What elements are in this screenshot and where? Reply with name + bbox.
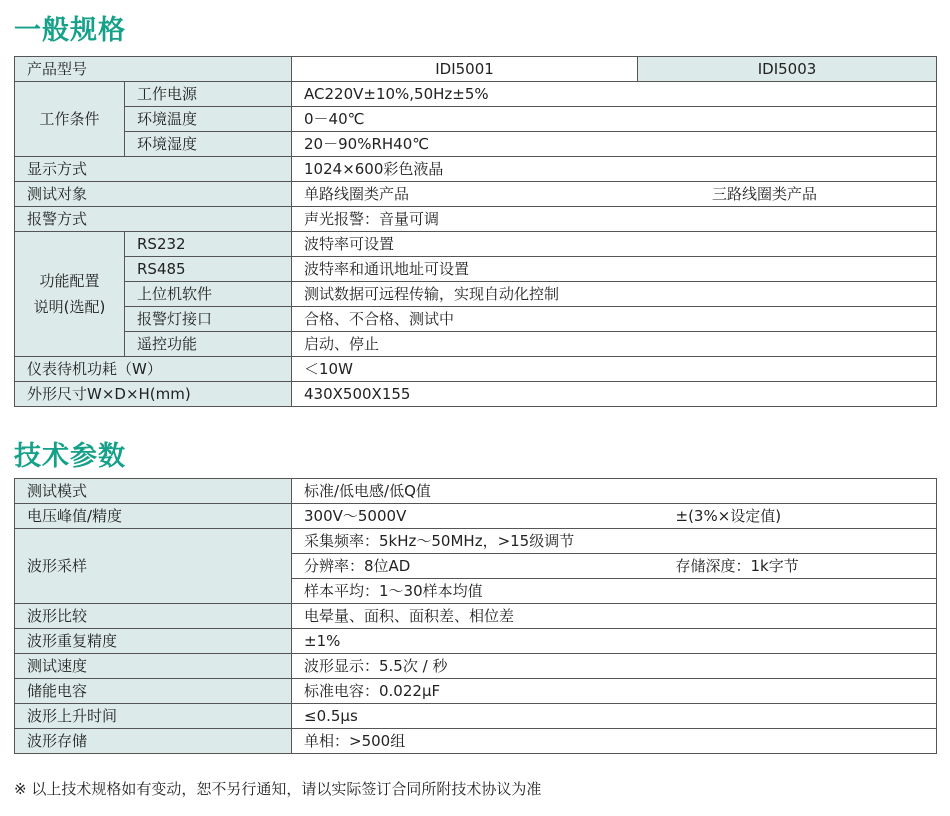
rs485-label: RS485 xyxy=(125,257,292,282)
table-row xyxy=(15,57,937,82)
power-value: AC220V±10%,50Hz±5% xyxy=(292,82,937,107)
table-row xyxy=(15,604,937,629)
tech-params-title: 技术参数 xyxy=(14,441,126,472)
table-row xyxy=(15,654,937,679)
table-row xyxy=(15,82,937,107)
rs232-label: RS232 xyxy=(125,232,292,257)
sample-average-value: 样本平均：1～30样本均值 xyxy=(292,579,937,604)
table-row xyxy=(15,629,937,654)
repeat-accuracy-label: 波形重复精度 xyxy=(15,629,292,654)
storage-depth-value: 存储深度：1k字节 xyxy=(656,554,937,579)
table-row xyxy=(15,182,937,207)
mode-value: 标准/低电感/低Q值 xyxy=(292,479,937,504)
rs232-value: 波特率可设置 xyxy=(292,232,937,257)
target-a: 单路线圈类产品 xyxy=(304,184,410,203)
table-row xyxy=(15,307,937,332)
repeat-accuracy-value: ±1% xyxy=(292,629,937,654)
target-label: 测试对象 xyxy=(15,182,292,207)
target-values xyxy=(292,182,937,207)
table-row xyxy=(15,729,937,754)
table-row xyxy=(15,504,937,529)
table-row xyxy=(15,157,937,182)
humid-label: 环境湿度 xyxy=(125,132,292,157)
alarm-lamp-label: 报警灯接口 xyxy=(125,307,292,332)
target-b: 三路线圈类产品 xyxy=(712,184,818,203)
table-row xyxy=(15,232,937,257)
table-row xyxy=(15,257,937,282)
rs485-value: 波特率和通讯地址可设置 xyxy=(292,257,937,282)
sampling-label: 波形采样 xyxy=(15,529,292,604)
general-spec-table xyxy=(14,56,937,407)
model-label: 产品型号 xyxy=(15,57,292,82)
general-spec-title: 一般规格 xyxy=(14,15,126,46)
footnote: ※ 以上技术规格如有变动，恕不另行通知，请以实际签订合同所附技术协议为准 xyxy=(14,780,542,798)
display-label: 显示方式 xyxy=(15,157,292,182)
capacitor-value: 标准电容：0.022μF xyxy=(292,679,937,704)
table-row xyxy=(15,107,937,132)
voltage-value: 300V～5000V xyxy=(292,504,656,529)
test-speed-label: 测试速度 xyxy=(15,654,292,679)
table-row xyxy=(15,382,937,407)
alarm-lamp-value: 合格、不合格、测试中 xyxy=(292,307,937,332)
voltage-accuracy: ±(3%×设定值) xyxy=(656,504,937,529)
dimension-label: 外形尺寸W×D×H(mm) xyxy=(15,382,292,407)
table-row xyxy=(15,479,937,504)
capacitor-label: 储能电容 xyxy=(15,679,292,704)
voltage-label: 电压峰值/精度 xyxy=(15,504,292,529)
pc-software-label: 上位机软件 xyxy=(125,282,292,307)
standby-power-label: 仪表待机功耗（W） xyxy=(15,357,292,382)
waveform-storage-value: 单相：>500组 xyxy=(292,729,937,754)
table-row xyxy=(15,332,937,357)
alarm-value: 声光报警：音量可调 xyxy=(292,207,937,232)
work-condition-label: 工作条件 xyxy=(15,82,125,157)
model-a: IDI5001 xyxy=(292,57,638,82)
compare-label: 波形比较 xyxy=(15,604,292,629)
humid-value: 20－90%RH40℃ xyxy=(292,132,937,157)
temp-label: 环境温度 xyxy=(125,107,292,132)
compare-value: 电晕量、面积、面积差、相位差 xyxy=(292,604,937,629)
sampling-frequency: 采集频率：5kHz～50MHz，>15级调节 xyxy=(292,529,937,554)
remote-label: 遥控功能 xyxy=(125,332,292,357)
table-row xyxy=(15,704,937,729)
function-label-line2: 说明(选配) xyxy=(33,298,106,316)
alarm-label: 报警方式 xyxy=(15,207,292,232)
pc-software-value: 测试数据可远程传输，实现自动化控制 xyxy=(292,282,937,307)
model-b: IDI5003 xyxy=(638,57,937,82)
table-row xyxy=(15,679,937,704)
tech-params-table xyxy=(14,478,937,754)
table-row xyxy=(15,132,937,157)
table-row xyxy=(15,357,937,382)
table-row xyxy=(15,207,937,232)
rise-time-value: ≤0.5μs xyxy=(292,704,937,729)
table-row xyxy=(15,282,937,307)
function-label-line1: 功能配置 xyxy=(39,272,100,290)
resolution-value: 分辨率：8位AD xyxy=(292,554,656,579)
remote-value: 启动、停止 xyxy=(292,332,937,357)
dimension-value: 430X500X155 xyxy=(292,382,937,407)
rise-time-label: 波形上升时间 xyxy=(15,704,292,729)
mode-label: 测试模式 xyxy=(15,479,292,504)
test-speed-value: 波形显示：5.5次 / 秒 xyxy=(292,654,937,679)
display-value: 1024×600彩色液晶 xyxy=(292,157,937,182)
table-row xyxy=(15,529,937,554)
standby-power-value: ＜10W xyxy=(292,357,937,382)
temp-value: 0－40℃ xyxy=(292,107,937,132)
power-label: 工作电源 xyxy=(125,82,292,107)
waveform-storage-label: 波形存储 xyxy=(15,729,292,754)
function-label xyxy=(15,232,125,357)
